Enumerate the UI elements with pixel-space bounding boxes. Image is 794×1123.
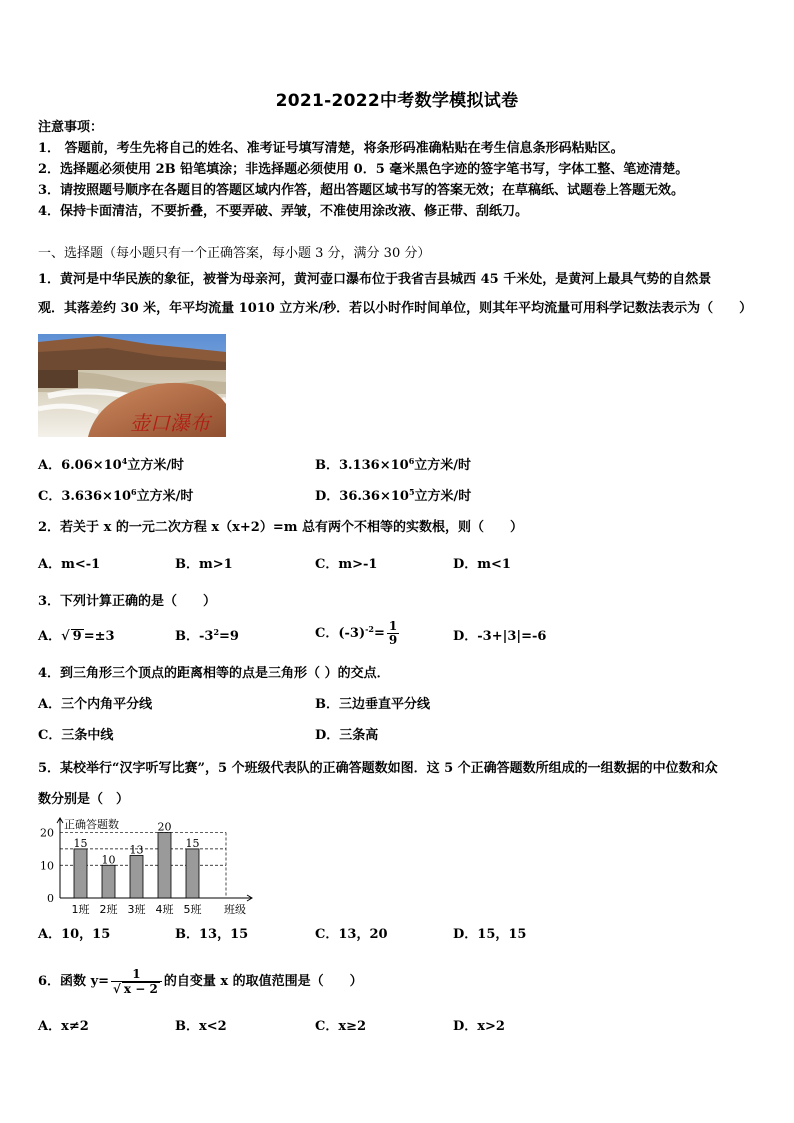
q6-option-b[interactable]: B．x<2 — [175, 1019, 227, 1034]
data-label: 10 — [101, 853, 116, 867]
y-axis-label: 正确答题数 — [64, 818, 119, 831]
stem-text: 的自变量 x 的取值范围是（ ） — [163, 974, 363, 989]
data-label: 15 — [73, 836, 88, 850]
q6-option-c[interactable]: C．x≥2 — [315, 1019, 367, 1034]
fraction — [387, 620, 399, 647]
exponent: 2 — [213, 627, 220, 637]
notice-item: 1． 答题前，考生先将自己的姓名、准考证号填写清楚，将条形码准确粘贴在考生信息条形码粘贴区。 — [38, 141, 624, 156]
q4-option-a[interactable]: A．三个内角平分线 — [38, 697, 153, 712]
q2-stem: 2．若关于 x 的一元二次方程 x（x+2）=m 总有两个不相等的实数根，则（ ） — [38, 520, 523, 535]
q4-option-c[interactable]: C．三条中线 — [38, 728, 114, 743]
radicand: 9 — [72, 629, 82, 644]
option-text: A．6.06×10 — [38, 458, 122, 473]
option-text: B．3.136×10 — [315, 458, 409, 473]
denominator: √ x − 2 — [111, 981, 162, 996]
waterfall-illustration — [38, 334, 226, 437]
q1-option-d[interactable] — [315, 488, 471, 506]
option-text: A． — [38, 629, 62, 644]
y-tick-label: 20 — [40, 826, 54, 840]
bar — [74, 849, 87, 898]
exponent: 6 — [408, 456, 415, 466]
exponent: 6 — [131, 487, 137, 497]
q5-stem-line2: 数分别是（ ） — [38, 792, 130, 807]
bar — [158, 833, 171, 898]
x-tick-label: 2班 — [99, 903, 118, 916]
option-text: = — [373, 626, 385, 641]
q2-option-a[interactable]: A．m<-1 — [38, 557, 101, 572]
data-label: 15 — [185, 836, 200, 850]
exam-title: 2021-2022中考数学模拟试卷 — [275, 91, 519, 111]
bar — [186, 849, 199, 898]
q5-option-d[interactable]: D．15，15 — [453, 927, 527, 942]
q3-option-b[interactable] — [175, 628, 239, 646]
option-unit: 立方米/时 — [136, 489, 194, 504]
q1-option-a[interactable] — [38, 457, 184, 475]
q6-option-d[interactable]: D．x>2 — [453, 1019, 505, 1034]
notice-item: 3．请按照题号顺序在各题目的答题区域内作答，超出答题区域书写的答案无效；在草稿纸、试题卷上答题无效。 — [38, 183, 685, 198]
radicand: x − 2 — [123, 981, 158, 996]
x-axis-label: 班级 — [224, 903, 246, 916]
q3-option-a[interactable]: A．√ 9 =±3 — [38, 629, 115, 644]
bar-chart — [30, 812, 260, 920]
q1-stem-line2: 观．其落差约 30 米，年平均流量 1010 立方米/秒．若以小时作时间单位，则其年平均流量可用科学记数法表示为（ ） — [38, 301, 753, 316]
data-label: 20 — [157, 820, 172, 834]
y-tick-label: 10 — [40, 859, 54, 873]
data-label: 13 — [129, 843, 144, 857]
q2-option-b[interactable]: B．m>1 — [175, 557, 233, 572]
q5-option-c[interactable]: C．13，20 — [315, 927, 388, 942]
option-text: =9 — [219, 629, 239, 644]
bar — [130, 855, 143, 898]
option-unit: 立方米/时 — [127, 458, 185, 473]
q4-option-b[interactable]: B．三边垂直平分线 — [315, 697, 430, 712]
notice-item: 2．选择题必须使用 2B 铅笔填涂；非选择题必须使用 0．5 毫米黑色字迹的签字笔书写，字体工整、笔迹清楚。 — [38, 162, 689, 177]
x-tick-label: 5班 — [183, 903, 202, 916]
q2-option-d[interactable]: D．m<1 — [453, 557, 511, 572]
exponent: 4 — [121, 456, 128, 466]
q5-option-a[interactable]: A．10，15 — [38, 927, 111, 942]
q1-option-b[interactable] — [315, 457, 471, 475]
y-tick-label: 0 — [47, 892, 54, 905]
q3-option-d[interactable]: D．-3+|3|=-6 — [453, 629, 547, 644]
option-text: =±3 — [83, 629, 115, 644]
q1-option-c[interactable] — [38, 488, 193, 506]
q4-stem: 4．到三角形三个顶点的距离相等的点是三角形（ ）的交点． — [38, 666, 390, 681]
bar — [102, 865, 115, 898]
section-heading: 一、选择题（每小题只有一个正确答案，每小题 3 分，满分 30 分） — [38, 246, 431, 261]
q3-option-c[interactable] — [315, 620, 401, 647]
fraction — [111, 968, 162, 996]
q6-stem — [38, 962, 363, 1002]
exponent: 5 — [408, 487, 415, 497]
notice-item: 4．保持卡面清洁，不要折叠，不要弄破、弄皱，不准使用涂改液、修正带、刮纸刀。 — [38, 204, 529, 219]
exponent: -2 — [365, 624, 374, 634]
notice-heading: 注意事项： — [38, 120, 104, 135]
x-tick-label: 3班 — [127, 903, 146, 916]
q2-option-c[interactable]: C．m>-1 — [315, 557, 378, 572]
option-text: D．36.36×10 — [315, 489, 409, 504]
numerator: 1 — [132, 966, 141, 981]
option-text: C．(-3) — [315, 626, 366, 641]
denominator: 9 — [388, 633, 398, 647]
option-unit: 立方米/时 — [414, 489, 472, 504]
stem-text: 6．函数 y= — [38, 974, 110, 989]
q4-option-d[interactable]: D．三条高 — [315, 728, 379, 743]
q5-option-b[interactable]: B．13，15 — [175, 927, 249, 942]
x-tick-label: 1班 — [71, 903, 90, 916]
q1-stem-line1: 1．黄河是中华民族的象征，被誉为母亲河，黄河壶口瀑布位于我省吉县城西 45 千米处，是黄河上最具气势的自然景 — [38, 272, 712, 287]
option-text: B．-3 — [175, 629, 214, 644]
option-text: C．3.636×10 — [38, 489, 132, 504]
option-unit: 立方米/时 — [414, 458, 472, 473]
q5-stem-line1: 5．某校举行“汉字听写比赛”，5 个班级代表队的正确答题数如图．这 5 个正确答题数所组成的一组数据的中位数和众 — [38, 761, 718, 776]
x-tick-label: 4班 — [155, 903, 174, 916]
waterfall-caption: 壶口瀑布 — [130, 411, 210, 435]
waterfall-photo — [38, 334, 226, 437]
q3-stem: 3．下列计算正确的是（ ） — [38, 594, 217, 609]
numerator: 1 — [388, 619, 398, 633]
q6-option-a[interactable]: A．x≠2 — [38, 1019, 89, 1034]
